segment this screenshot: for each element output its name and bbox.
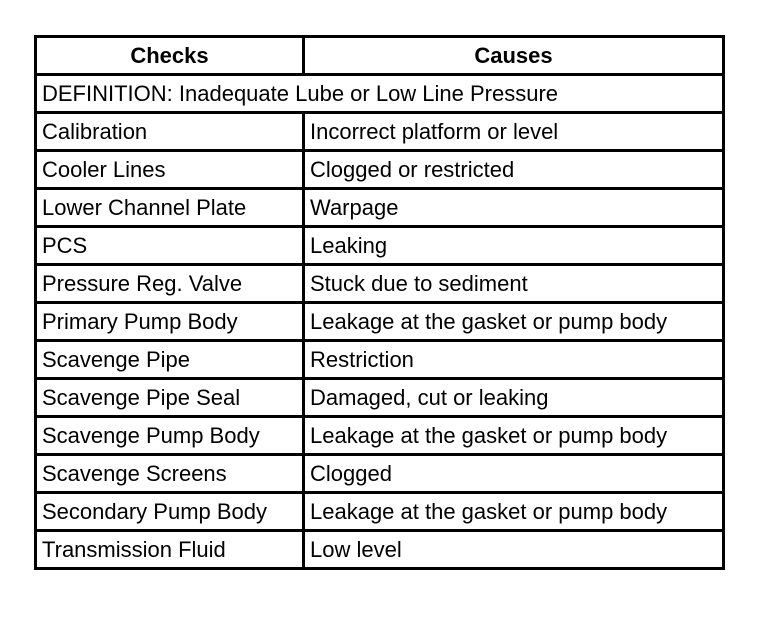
cause-cell: Leaking <box>304 227 724 265</box>
check-cell: Calibration <box>36 113 304 151</box>
cause-cell: Low level <box>304 531 724 569</box>
cause-cell: Warpage <box>304 189 724 227</box>
definition-text: DEFINITION: Inadequate Lube or Low Line Pressure <box>36 75 724 113</box>
table-row <box>36 303 724 341</box>
check-cell: Pressure Reg. Valve <box>36 265 304 303</box>
table-row <box>36 189 724 227</box>
header-checks: Checks <box>36 37 304 75</box>
table-row <box>36 417 724 455</box>
check-cell: Scavenge Pump Body <box>36 417 304 455</box>
table-row <box>36 151 724 189</box>
check-cell: Scavenge Pipe Seal <box>36 379 304 417</box>
definition-row <box>36 75 724 113</box>
table-row <box>36 379 724 417</box>
table-row <box>36 113 724 151</box>
cause-cell: Stuck due to sediment <box>304 265 724 303</box>
check-cell: PCS <box>36 227 304 265</box>
cause-cell: Incorrect platform or level <box>304 113 724 151</box>
cause-cell: Clogged or restricted <box>304 151 724 189</box>
table-row <box>36 227 724 265</box>
check-cell: Scavenge Pipe <box>36 341 304 379</box>
cause-cell: Clogged <box>304 455 724 493</box>
table-row <box>36 265 724 303</box>
diagnostic-table <box>34 35 725 570</box>
check-cell: Lower Channel Plate <box>36 189 304 227</box>
cause-cell: Restriction <box>304 341 724 379</box>
cause-cell: Damaged, cut or leaking <box>304 379 724 417</box>
diagnostic-table-container <box>34 35 722 570</box>
table-header-row <box>36 37 724 75</box>
table-row <box>36 455 724 493</box>
check-cell: Secondary Pump Body <box>36 493 304 531</box>
check-cell: Cooler Lines <box>36 151 304 189</box>
cause-cell: Leakage at the gasket or pump body <box>304 417 724 455</box>
table-row <box>36 531 724 569</box>
cause-cell: Leakage at the gasket or pump body <box>304 493 724 531</box>
check-cell: Transmission Fluid <box>36 531 304 569</box>
check-cell: Primary Pump Body <box>36 303 304 341</box>
table-row <box>36 493 724 531</box>
check-cell: Scavenge Screens <box>36 455 304 493</box>
table-row <box>36 341 724 379</box>
header-causes: Causes <box>304 37 724 75</box>
cause-cell: Leakage at the gasket or pump body <box>304 303 724 341</box>
